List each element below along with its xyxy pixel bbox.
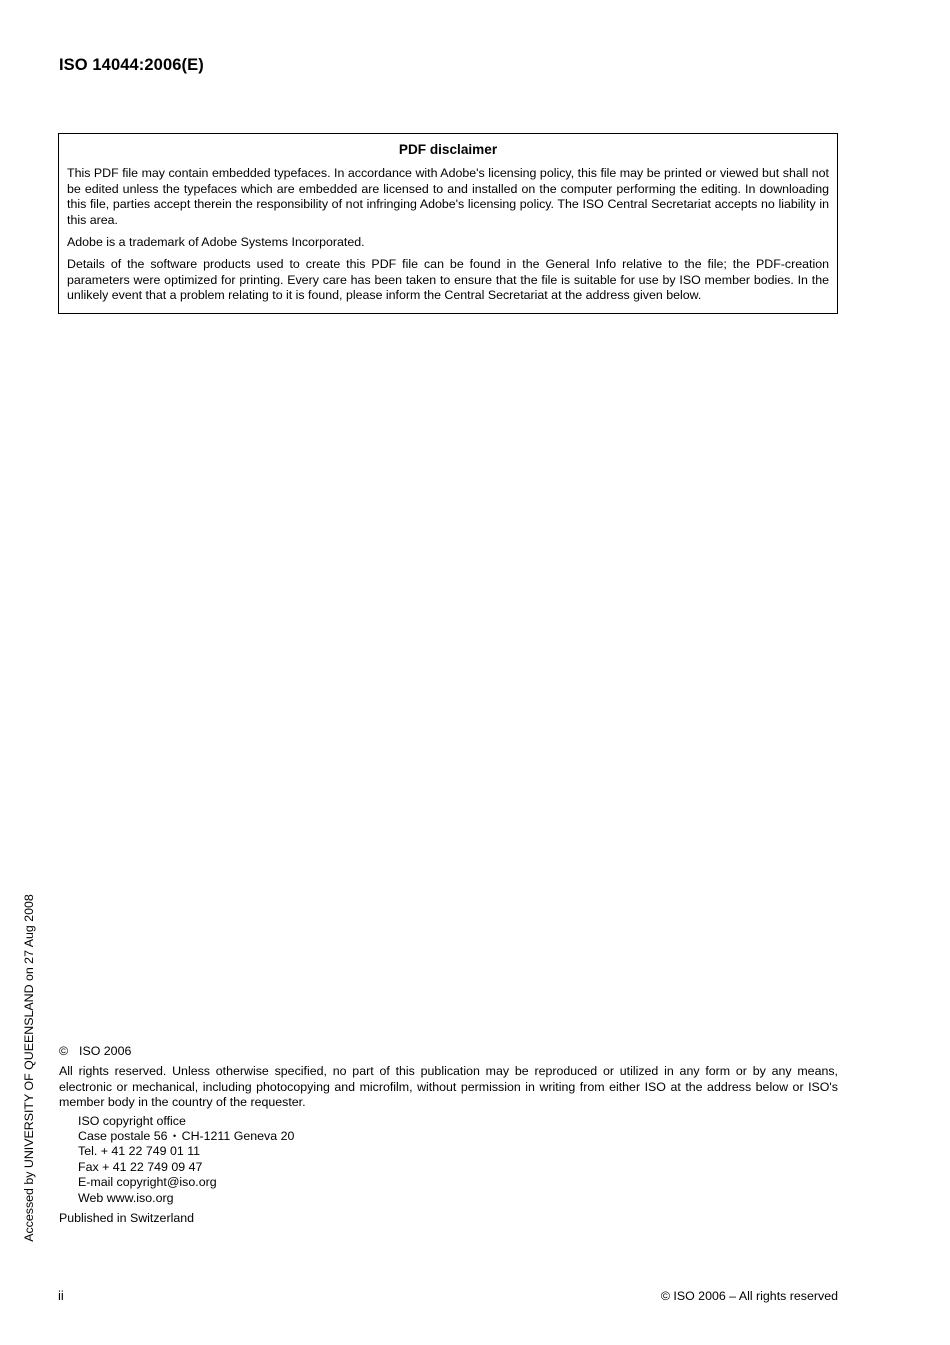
disclaimer-paragraph-trademark: Adobe is a trademark of Adobe Systems Incorporated. xyxy=(67,235,365,250)
address-postal-city: CH-1211 Geneva 20 xyxy=(181,1129,295,1144)
copyright-symbol: © xyxy=(59,1044,69,1058)
published-location: Published in Switzerland xyxy=(59,1211,194,1226)
disclaimer-heading: PDF disclaimer xyxy=(398,142,498,157)
disclaimer-paragraph-typefaces: This PDF file may contain embedded typefaces. In accordance with Adobe's licensing policy, this file may be printed or viewed but shall not be edited unless the typefaces which are embedded are licensed to and installed on the computer performing the editing. In downloading this file, parties accept therein the responsibility of not infringing Adobe's licensing policy. The ISO Central Secretariat accepts no liability in this area. xyxy=(67,166,829,227)
rights-statement: All rights reserved. Unless otherwise specified, no part of this publication may be reproduced or utilized in any form or by any means, electronic or mechanical, including photocopying and microfilm, without permission in writing from either ISO at the address below or ISO's member body in the country of the requester. xyxy=(59,1064,838,1110)
address-web: Web www.iso.org xyxy=(78,1190,174,1205)
address-office: ISO copyright office xyxy=(78,1113,186,1128)
copyright-block xyxy=(59,1044,838,1226)
copyright-year: ISO 2006 xyxy=(79,1044,132,1058)
bullet-separator: • xyxy=(173,1131,177,1142)
footer-copyright: © ISO 2006 – All rights reserved xyxy=(660,1289,838,1303)
address-postal-box: Case postale 56 xyxy=(78,1129,168,1144)
address-fax: Fax + 41 22 749 09 47 xyxy=(78,1159,203,1174)
access-watermark: Accessed by UNIVERSITY OF QUEENSLAND on 27 Aug 2008 xyxy=(22,894,36,1242)
document-title: ISO 14044:2006(E) xyxy=(59,56,204,74)
iso-address xyxy=(78,1114,838,1206)
address-postal xyxy=(78,1129,838,1144)
page-number: ii xyxy=(58,1288,64,1303)
address-email: E-mail copyright@iso.org xyxy=(78,1175,217,1190)
disclaimer-paragraph-software: Details of the software products used to create this PDF file can be found in the General Info relative to the file; the PDF-creation parameters were optimized for printing. Every care has been taken to ensure that the file is suitable for use by ISO member bodies. In the unlikely event that a problem relating to it is found, please inform the Central Secretariat at the address given below. xyxy=(67,257,829,303)
address-tel: Tel. + 41 22 749 01 11 xyxy=(78,1144,201,1159)
pdf-disclaimer-box xyxy=(58,133,838,314)
copyright-year-line xyxy=(59,1044,838,1059)
